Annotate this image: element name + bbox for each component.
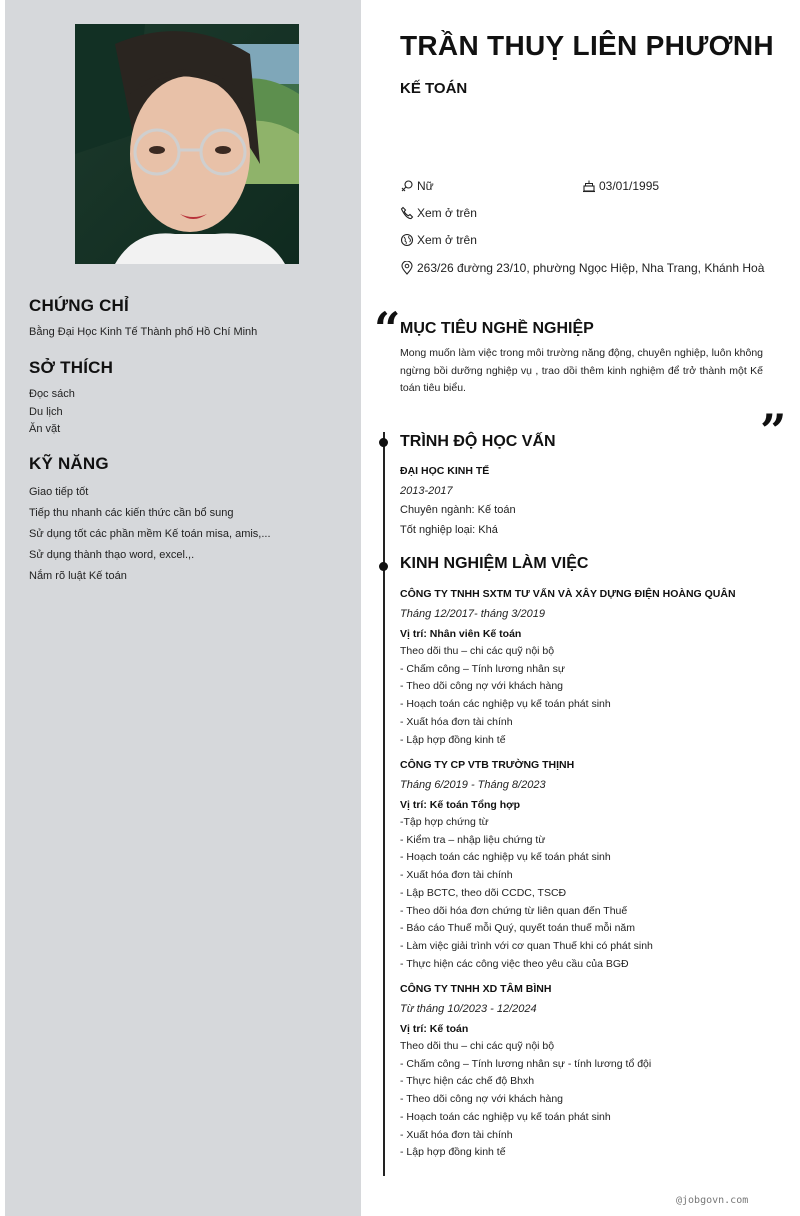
job-title: KẾ TOÁN xyxy=(400,80,468,97)
certificates-title: CHỨNG CHỈ xyxy=(29,296,129,315)
job-task: - Xuất hóa đơn tài chính xyxy=(400,869,513,882)
job-task: - Lập BCTC, theo dõi CCDC, TSCĐ xyxy=(400,886,567,899)
quote-open-icon: “ xyxy=(374,302,401,356)
job-task: - Theo dõi hóa đơn chứng từ liên quan đến Thuế xyxy=(400,904,628,917)
education-period: 2013-2017 xyxy=(400,484,453,497)
email-info xyxy=(400,231,760,249)
job-task: - Theo dõi công nợ với khách hàng xyxy=(400,1093,564,1106)
globe-icon xyxy=(400,233,414,247)
job-task: - Hoạch toán các nghiệp vụ kế toán phát sinh xyxy=(400,851,611,864)
job-position: Vị trí: Kế toán xyxy=(400,1023,469,1035)
address-value: 263/26 đường 23/10, phường Ngọc Hiệp, Nha Trang, Khánh Hoà xyxy=(417,261,765,275)
phone-info xyxy=(400,204,760,222)
education-major: Chuyên ngành: Kế toán xyxy=(400,504,516,517)
cake-icon xyxy=(582,179,596,193)
timeline-dot xyxy=(379,562,388,571)
job-task: - Xuất hóa đơn tài chính xyxy=(400,1128,513,1141)
job-position: Vị trí: Kế toán Tổng hợp xyxy=(400,799,521,811)
experience-entry xyxy=(400,585,780,749)
job-task: - Theo dõi công nợ với khách hàng xyxy=(400,680,564,693)
timeline-dot xyxy=(379,438,388,447)
skill-item: Nắm rõ luật Kế toán xyxy=(29,570,127,582)
gender-icon xyxy=(400,179,414,193)
job-position: Vị trí: Nhân viên Kế toán xyxy=(400,628,522,640)
job-task: - Hoạch toán các nghiệp vụ kế toán phát sinh xyxy=(400,1110,611,1123)
skill-item: Sử dụng thành thạo word, excel.,. xyxy=(29,549,195,561)
job-task: - Làm việc giải trình với cơ quan Thuế khi có phát sinh xyxy=(400,939,653,952)
job-period: Từ tháng 10/2023 - 12/2024 xyxy=(400,1003,537,1015)
job-task: - Thực hiện các công việc theo yêu cầu của BGĐ xyxy=(400,957,629,970)
hobbies-title: SỞ THÍCH xyxy=(29,358,114,377)
hobby-item: Du lịch xyxy=(29,405,63,418)
school-name: ĐẠI HỌC KINH TẾ xyxy=(400,465,490,477)
experience-entry xyxy=(400,980,780,1162)
job-task: - Hoạch toán các nghiệp vụ kế toán phát sinh xyxy=(400,698,611,711)
candidate-name: TRẦN THUỴ LIÊN PHƯƠNH xyxy=(400,30,774,61)
company-name: CÔNG TY TNHH SXTM TƯ VẤN VÀ XÂY DỰNG ĐIỆN HOÀNG QUÂN xyxy=(400,588,736,600)
objective-text: Mong muốn làm việc trong môi trường năng động, chuyên nghiệp, luôn không ngừng bồi dưỡng nghiệp vụ , trao dồi thêm kinh nghiệm để trở thành một Kế toán tiêu biểu. xyxy=(400,347,763,394)
job-task: - Chấm công – Tính lương nhân sự - tính lương tổ đội xyxy=(400,1057,652,1070)
address-info xyxy=(400,259,765,277)
hobby-item: Đọc sách xyxy=(29,388,75,400)
sidebar xyxy=(5,0,361,1216)
gender-info xyxy=(400,177,570,195)
job-task: -Tập hợp chứng từ xyxy=(400,816,489,828)
email-value: Xem ở trên xyxy=(417,233,477,247)
job-period: Tháng 12/2017- tháng 3/2019 xyxy=(400,608,545,620)
job-task: - Kiểm tra – nhập liệu chứng từ xyxy=(400,833,546,846)
job-task: - Chấm công – Tính lương nhân sự xyxy=(400,662,565,675)
hobby-item: Ăn vặt xyxy=(29,423,61,435)
birthday-value: 03/01/1995 xyxy=(599,179,660,193)
location-pin-icon xyxy=(400,261,414,275)
skill-item: Giao tiếp tốt xyxy=(29,486,89,498)
job-task: Theo dõi thu – chi các quỹ nội bộ xyxy=(400,1040,555,1052)
certificates-section xyxy=(29,296,349,342)
job-task: - Lập hợp đồng kinh tế xyxy=(400,733,506,746)
education-grade: Tốt nghiệp loại: Khá xyxy=(400,523,498,536)
quote-close-icon: ” xyxy=(760,404,787,458)
hobbies-section xyxy=(29,358,349,439)
education-entry xyxy=(400,462,770,540)
job-period: Tháng 6/2019 - Tháng 8/2023 xyxy=(400,779,546,791)
skills-section xyxy=(29,454,349,587)
skills-title: KỸ NĂNG xyxy=(29,454,109,473)
profile-photo xyxy=(75,24,299,264)
objective-title: MỤC TIÊU NGHỀ NGHIỆP xyxy=(400,320,594,337)
phone-value: Xem ở trên xyxy=(417,206,477,220)
company-name: CÔNG TY TNHH XD TÂM BÌNH xyxy=(400,983,552,995)
experience-entry xyxy=(400,756,780,973)
job-task: - Lập hợp đồng kinh tế xyxy=(400,1146,506,1159)
experience-title: KINH NGHIỆM LÀM VIỆC xyxy=(400,555,589,572)
education-title: TRÌNH ĐỘ HỌC VẤN xyxy=(400,433,556,450)
certificate-item: Bằng Đại Học Kinh Tế Thành phố Hồ Chí Minh xyxy=(29,326,258,338)
gender-value: Nữ xyxy=(417,179,434,193)
job-task: - Thực hiện các chế độ Bhxh xyxy=(400,1075,535,1088)
job-task: Theo dõi thu – chi các quỹ nội bộ xyxy=(400,645,555,657)
skill-item: Sử dụng tốt các phần mềm Kế toán misa, amis,... xyxy=(29,528,271,540)
watermark: @jobgovn.com xyxy=(676,1195,749,1206)
birthday-info xyxy=(582,177,762,195)
timeline-line xyxy=(383,432,385,1176)
job-task: - Báo cáo Thuế mỗi Quý, quyết toán thuế mỗi năm xyxy=(400,922,636,935)
phone-icon xyxy=(400,206,414,220)
job-task: - Xuất hóa đơn tài chính xyxy=(400,715,513,728)
skill-item: Tiếp thu nhanh các kiến thức cần bổ sung xyxy=(29,507,234,519)
company-name: CÔNG TY CP VTB TRƯỜNG THỊNH xyxy=(400,759,575,771)
